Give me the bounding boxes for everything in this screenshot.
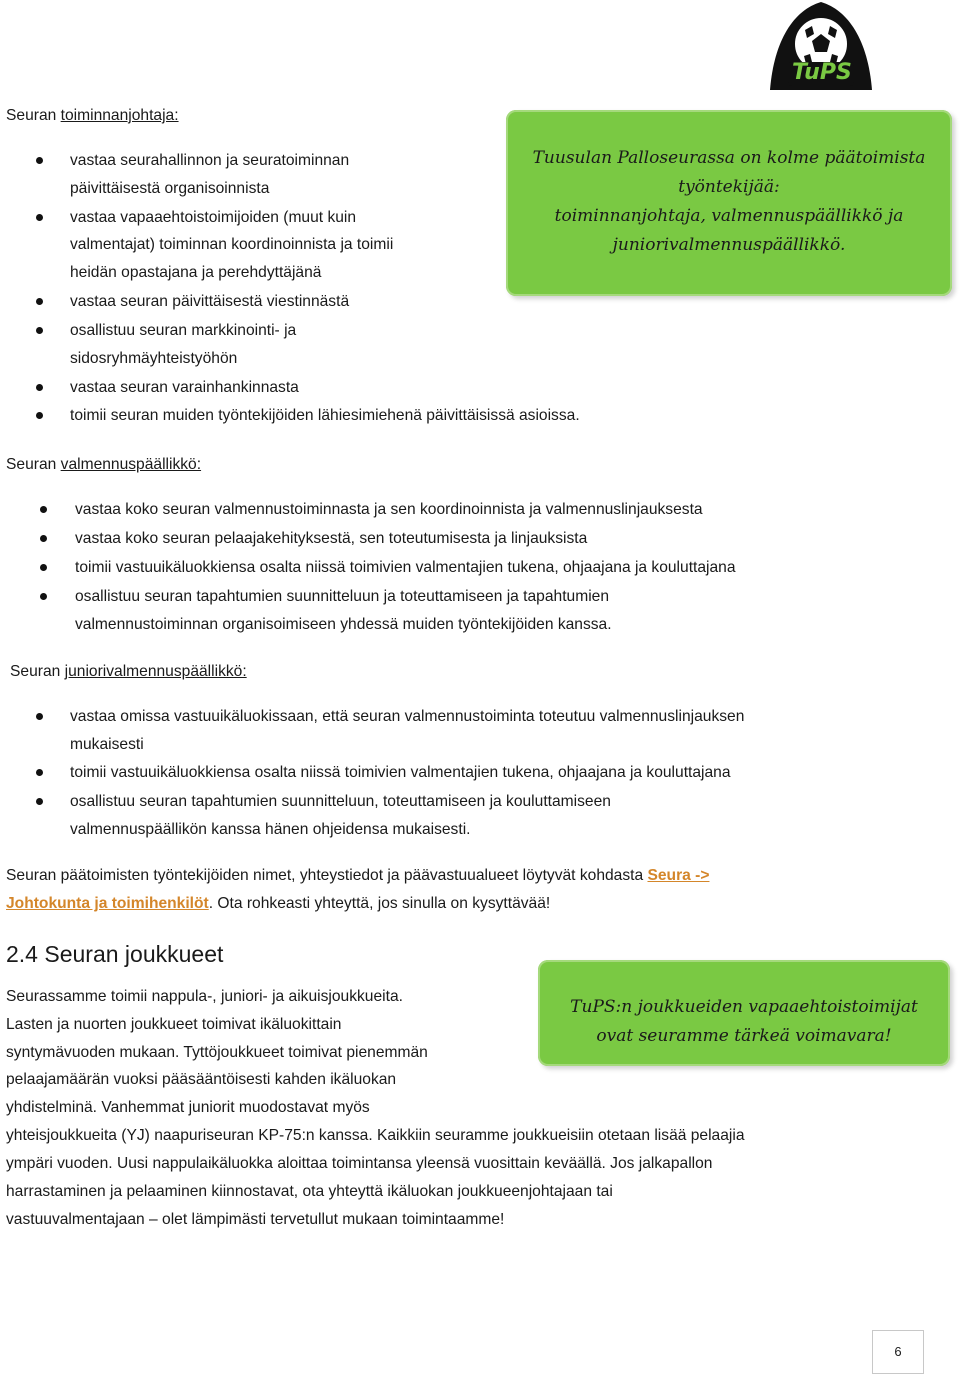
section2-heading (6, 455, 201, 475)
bullet-icon (36, 214, 43, 221)
section3-item-cont: valmennuspäällikön kanssa hänen ohjeidensa mukaisesti. (70, 821, 471, 838)
callout-volunteers-line: ovat seuramme tärkeä voimavara! (596, 1026, 892, 1046)
section3-item: vastaa omissa vastuuikäluokissaan, että seuran valmennustoiminta toteutuu valmennuslinjauksen (70, 708, 745, 725)
section1-item: vastaa vapaaehtoistoimijoiden (muut kuin (70, 209, 357, 226)
contact-text: Seuran päätoimisten työntekijöiden nimet, yhteystiedot ja päävastuualueet löytyvät kohdasta (6, 867, 644, 884)
section1-item: toimii seuran muiden työntekijöiden lähiesimiehenä päivittäisissä asioissa. (70, 407, 580, 424)
contact-line-2 (6, 894, 550, 914)
callout-employees-line: toiminnanjohtaja, valmennuspäällikkö ja (554, 206, 904, 226)
callout-employees-line: Tuusulan Palloseurassa on kolme päätoimista (532, 148, 926, 168)
section3-heading-prefix: Seuran (10, 663, 61, 680)
club-logo (768, 0, 874, 98)
section4-line: vastuuvalmentajaan – olet lämpimästi tervetullut mukaan toimintaamme! (6, 1211, 505, 1228)
section4-line: ympäri vuoden. Uusi nappulaikäluokka aloittaa toimintansa yleensä vuosittain keväällä. Jos jalkapallon (6, 1155, 713, 1172)
section4-line: syntymävuoden mukaan. Tyttöjoukkueet toimivat pienemmän (6, 1044, 428, 1061)
johtokunta-link[interactable]: Johtokunta ja toimihenkilöt (6, 895, 209, 912)
section3-heading (10, 662, 247, 682)
bullet-icon (36, 713, 43, 720)
section4-line: yhteisjoukkueita (YJ) naapuriseuran KP-75:n kanssa. Kaikkiin seuramme joukkueisiin otetaan lisää pelaajia (6, 1127, 745, 1144)
section2-item-cont: valmennustoiminnan organisoimiseen yhdessä muiden työntekijöiden kanssa. (75, 616, 612, 633)
club-logo-text: TuPS (792, 60, 852, 85)
bullet-icon (36, 327, 43, 334)
section2-item: osallistuu seuran tapahtumien suunnitteluun ja toteuttamiseen ja tapahtumien (75, 588, 610, 605)
bullet-icon (36, 769, 43, 776)
page-number: 6 (872, 1330, 924, 1374)
callout-employees-line: juniorivalmennuspäällikkö. (612, 235, 846, 255)
section1-heading (6, 106, 179, 126)
bullet-icon (40, 535, 47, 542)
section1-heading-prefix: Seuran (6, 107, 57, 124)
section2-item: toimii vastuuikäluokkiensa osalta niissä toimivien valmentajien tukena, ohjaajana ja kouluttajana (75, 559, 736, 576)
contact-line-1 (6, 866, 709, 886)
contact-text-end: . Ota rohkeasti yhteyttä, jos sinulla on kysyttävää! (208, 895, 551, 912)
bullet-icon (40, 593, 47, 600)
section3-item-cont: mukaisesti (70, 736, 144, 753)
section4-line: Seurassamme toimii nappula-, juniori- ja aikuisjoukkueita. (6, 988, 403, 1005)
bullet-icon (36, 798, 43, 805)
section2-heading-prefix: Seuran (6, 456, 57, 473)
section3-item: osallistuu seuran tapahtumien suunnitteluun, toteuttamiseen ja kouluttamiseen (70, 793, 611, 810)
section4-line: harrastaminen ja pelaaminen kiinnostavat, ota yhteyttä ikäluokan joukkueenjohtajaan tai (6, 1183, 613, 1200)
section1-item: osallistuu seuran markkinointi- ja (70, 322, 297, 339)
bullet-icon (36, 298, 43, 305)
section2-item: vastaa koko seuran valmennustoiminnasta ja sen koordinoinnista ja valmennuslinjauksesta (75, 501, 703, 518)
section1-item: vastaa seurahallinnon ja seuratoiminnan (70, 152, 350, 169)
bullet-icon (40, 564, 47, 571)
section1-heading-title: toiminnanjohtaja: (60, 107, 179, 124)
section3-heading-title: juniorivalmennuspäällikkö: (64, 663, 247, 680)
section3-item: toimii vastuuikäluokkiensa osalta niissä toimivien valmentajien tukena, ohjaajana ja kouluttajana (70, 764, 731, 781)
section4-line: pelaajamäärän vuoksi pääsääntöisesti kahden ikäluokan (6, 1071, 397, 1088)
bullet-icon (36, 384, 43, 391)
bullet-icon (36, 412, 43, 419)
section2-item: vastaa koko seuran pelaajakehityksestä, sen toteutumisesta ja linjauksista (75, 530, 588, 547)
bullet-icon (36, 157, 43, 164)
bullet-icon (40, 506, 47, 513)
callout-volunteers-line: TuPS:n joukkueiden vapaaehtoistoimijat (570, 997, 918, 1017)
section1-item: vastaa seuran päivittäisestä viestinnästä (70, 293, 350, 310)
section4-heading: 2.4 Seuran joukkueet (6, 941, 224, 967)
section4-line: Lasten ja nuorten joukkueet toimivat ikäluokittain (6, 1016, 342, 1033)
section4-line: yhdistelminä. Vanhemmat juniorit muodostavat myös (6, 1099, 370, 1116)
section1-item-cont: heidän opastajana ja perehdyttäjänä (70, 264, 322, 281)
section1-item-cont: sidosryhmäyhteistyöhön (70, 350, 238, 367)
section2-heading-title: valmennuspäällikkö: (60, 456, 202, 473)
section1-item-cont: valmentajat) toiminnan koordinoinnista ja toimii (70, 236, 394, 253)
callout-employees-line: työntekijää: (678, 177, 780, 197)
section1-item: vastaa seuran varainhankinnasta (70, 379, 299, 396)
section1-item-cont: päivittäisestä organisoinnista (70, 180, 270, 197)
seura-link[interactable]: Seura -> (647, 867, 710, 884)
